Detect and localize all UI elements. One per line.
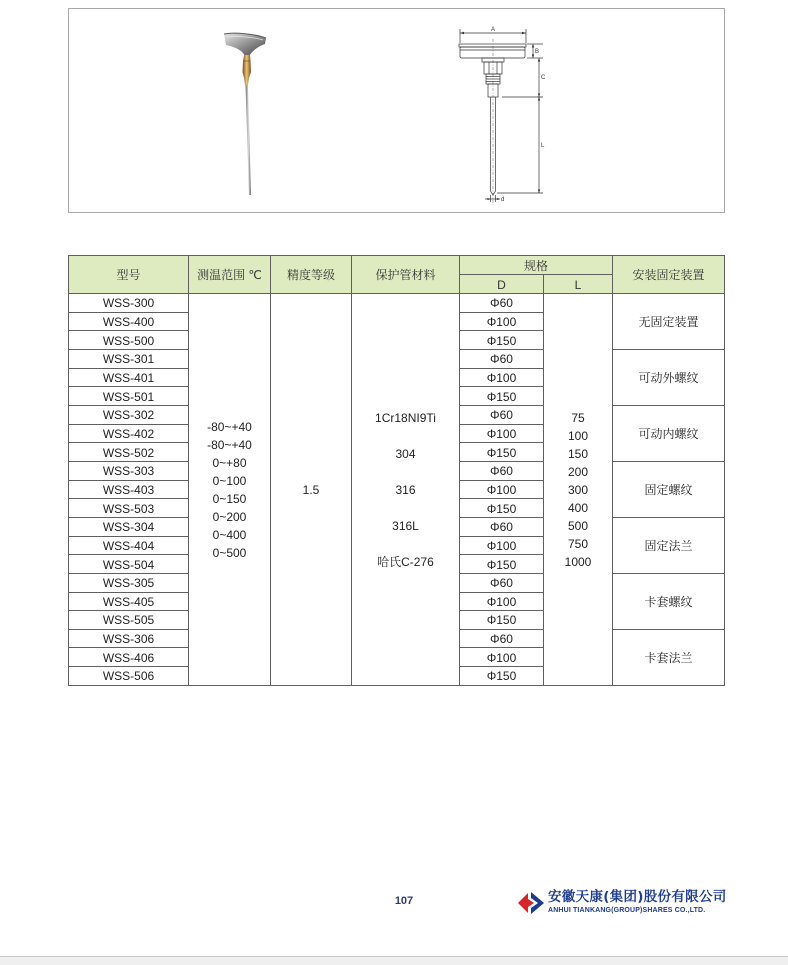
thermometer-photo [215,28,275,203]
accuracy-cell: 1.5 [271,294,352,686]
model-cell: WSS-503 [69,499,189,518]
connector-outline [482,58,504,97]
length-cell [544,294,613,686]
length-value: 500 [567,518,588,533]
mounting-cell: 卡套法兰 [613,630,725,686]
header-spec: 规格 [460,256,613,275]
header-mounting: 安装固定装置 [613,256,725,294]
model-cell: WSS-303 [69,462,189,481]
length-value: 100 [567,428,588,443]
company-name-cn: 安徽天康(集团)股份有限公司 [548,889,727,905]
temperature-range-value: -80~+40 [207,419,252,434]
company-name-en: ANHUI TIANKANG(GROUP)SHARES CO.,LTD. [548,907,706,914]
model-cell: WSS-306 [69,630,189,649]
length-list [565,409,592,571]
model-cell: WSS-502 [69,443,189,462]
model-cell: WSS-300 [69,294,189,313]
header-temperature-range: 测温范围 ℃ [189,256,271,294]
temperature-range-value: 0~400 [212,527,247,542]
diameter-cell: Φ60 [460,294,544,313]
model-cell: WSS-405 [69,593,189,612]
dimension-b-c-l [497,44,543,193]
temperature-range-value: -80~+40 [207,437,252,452]
diameter-cell: Φ100 [460,648,544,667]
diameter-cell: Φ100 [460,313,544,332]
temperature-range-list [207,418,252,562]
diameter-cell: Φ60 [460,462,544,481]
model-cell: WSS-301 [69,350,189,369]
model-cell: WSS-501 [69,387,189,406]
dimension-d [485,195,500,202]
diameter-cell: Φ60 [460,630,544,649]
temperature-range-value: 0~500 [212,545,247,560]
model-cell: WSS-505 [69,611,189,630]
product-figure-panel [68,8,725,213]
label-d: d [501,197,505,203]
diameter-cell: Φ60 [460,350,544,369]
temperature-range-value: 0~+80 [212,455,247,470]
diameter-cell: Φ150 [460,555,544,574]
company-logo-icon [517,889,545,917]
dial-outline [459,44,526,58]
probe-stem [246,85,252,195]
diameter-cell: Φ150 [460,387,544,406]
length-value: 200 [567,464,588,479]
diameter-cell: Φ100 [460,593,544,612]
dial-head [224,33,266,56]
diameter-cell: Φ100 [460,425,544,444]
mounting-cell: 可动内螺纹 [613,406,725,462]
model-cell: WSS-506 [69,667,189,686]
model-cell: WSS-504 [69,555,189,574]
page-bottom-edge [0,956,788,965]
diameter-cell: Φ150 [460,443,544,462]
model-cell: WSS-404 [69,537,189,556]
length-value: 300 [567,482,588,497]
mounting-cell: 可动外螺纹 [613,350,725,406]
length-value: 750 [567,536,588,551]
brass-fitting [243,55,252,85]
diameter-cell: Φ150 [460,499,544,518]
header-material: 保护管材料 [352,256,460,294]
stem-outline [491,39,496,205]
model-cell: WSS-400 [69,313,189,332]
header-model: 型号 [69,256,189,294]
diameter-cell: Φ60 [460,518,544,537]
material-cell [352,294,460,686]
label-a: A [491,27,496,33]
mounting-cell: 无固定装置 [613,294,725,350]
model-cell: WSS-302 [69,406,189,425]
temperature-range-value: 0~200 [212,509,247,524]
material-value: 316 [395,482,416,497]
dimension-drawing [450,25,550,210]
length-value: 1000 [564,554,592,569]
length-value: 400 [567,500,588,515]
temperature-range-cell [189,294,271,686]
diameter-cell: Φ100 [460,369,544,388]
model-cell: WSS-305 [69,574,189,593]
temperature-range-value: 0~150 [212,491,247,506]
mounting-cell: 固定螺纹 [613,462,725,518]
length-value: 150 [567,446,588,461]
model-cell: WSS-500 [69,331,189,350]
label-b: B [535,49,540,55]
model-cell: WSS-406 [69,648,189,667]
model-cell: WSS-403 [69,481,189,500]
material-value: 哈氏C-276 [377,554,434,569]
diameter-cell: Φ100 [460,481,544,500]
diameter-cell: Φ60 [460,574,544,593]
header-accuracy: 精度等级 [271,256,352,294]
header-spec-l: L [544,275,613,294]
model-cell: WSS-401 [69,369,189,388]
mounting-cell: 固定法兰 [613,518,725,574]
diameter-cell: Φ150 [460,667,544,686]
temperature-range-value: 0~100 [212,473,247,488]
length-value: 75 [571,410,585,425]
diameter-cell: Φ100 [460,537,544,556]
model-cell: WSS-304 [69,518,189,537]
material-list [375,400,436,580]
model-cell: WSS-402 [69,425,189,444]
diameter-cell: Φ60 [460,406,544,425]
page-number: 107 [394,895,414,907]
spec-table [68,255,725,686]
material-value: 1Cr18NI9Ti [375,410,436,425]
mounting-cell: 卡套螺纹 [613,574,725,630]
diameter-cell: Φ150 [460,331,544,350]
label-l: L [541,143,545,149]
label-c: C [541,75,546,81]
header-spec-d: D [460,275,544,294]
material-value: 316L [392,518,419,533]
diameter-cell: Φ150 [460,611,544,630]
material-value: 304 [395,446,416,461]
